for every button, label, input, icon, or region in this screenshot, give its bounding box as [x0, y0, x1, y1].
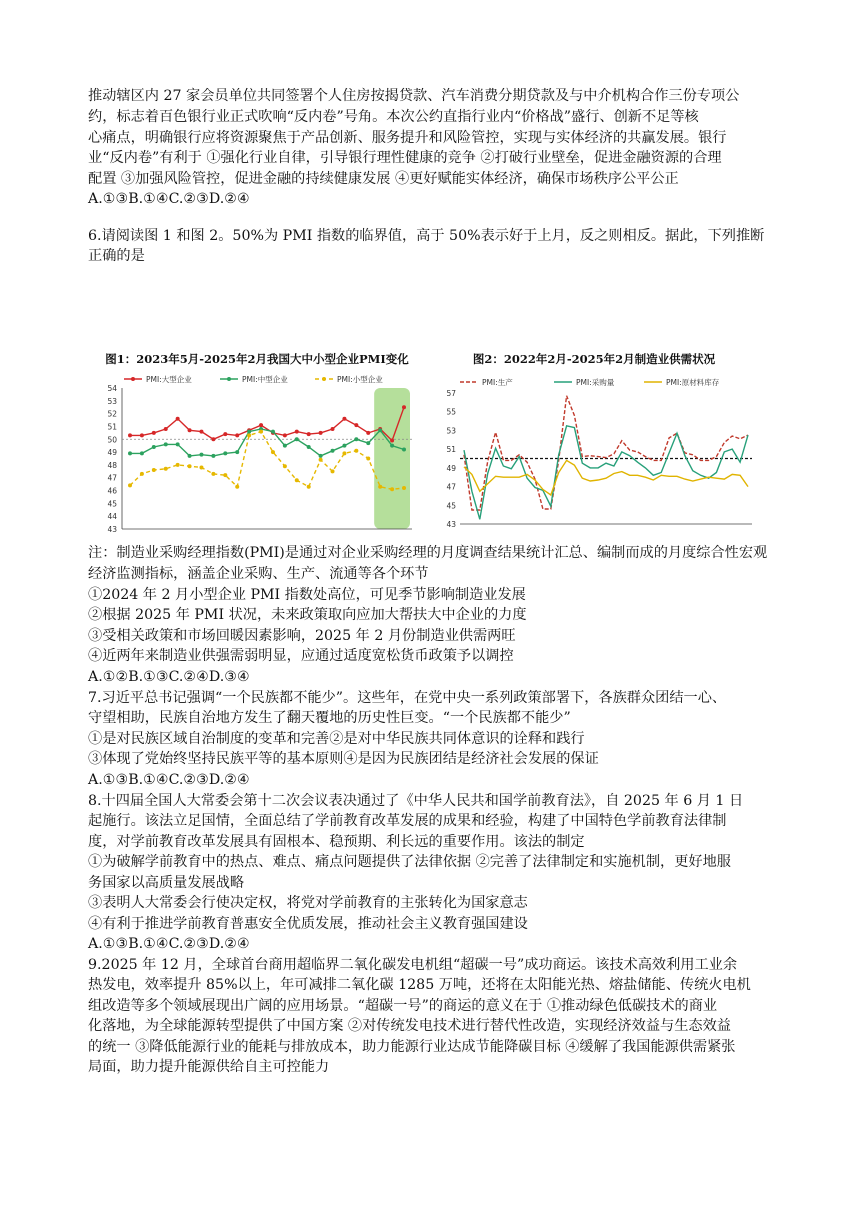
y-tick-label: 45: [446, 501, 456, 511]
data-point: [295, 437, 299, 441]
legend-label: PMI:采购量: [576, 378, 615, 387]
data-point: [331, 449, 335, 453]
data-point: [354, 449, 358, 453]
series-line-2: [464, 426, 748, 520]
data-point: [152, 431, 156, 435]
data-point: [247, 433, 251, 437]
data-point: [164, 442, 168, 446]
series-line-1: [130, 407, 404, 440]
q6-statement-2: ②根据 2025 年 PMI 状况，未来政策取向应加大帮扶大中企业的力度: [88, 607, 527, 623]
q5-line5: 配置 ③加强风险管控，促进金融的持续健康发展 ④更好赋能实体经济，确保市场秩序公平公正: [88, 171, 679, 187]
q9-line6: 局面，助力提升能源供给自主可控能力: [88, 1059, 330, 1075]
data-point: [307, 445, 311, 449]
q8-line1: 8.十四届全国人大常委会第十二次会议表决通过了《中华人民共和国学前教育法》，自 2025 年 6 月 1 日: [88, 793, 744, 809]
series-line-3: [464, 460, 748, 495]
q8-line4: ①为破解学前教育中的热点、难点、痛点问题提供了法律依据 ②完善了法律制定和实施机制，更好地服: [88, 854, 731, 870]
data-point: [164, 467, 168, 471]
data-point: [140, 451, 144, 455]
data-point: [188, 454, 192, 458]
data-point: [176, 442, 180, 446]
data-point: [188, 464, 192, 468]
data-point: [378, 428, 382, 432]
data-point: [354, 423, 358, 427]
data-point: [307, 432, 311, 436]
data-point: [199, 453, 203, 457]
data-point: [402, 405, 406, 409]
data-point: [342, 451, 346, 455]
data-point: [152, 468, 156, 472]
q5-line1: 推动辖区内 27 家会员单位共同签署个人住房按揭贷款、汽车消费分期贷款及与中介机构合作三份专项公: [88, 88, 740, 104]
data-point: [259, 430, 263, 434]
data-point: [283, 433, 287, 437]
data-point: [152, 445, 156, 449]
series-line-1: [464, 396, 748, 510]
series-line-3: [130, 432, 404, 490]
q7-line4: ③体现了党始终坚持民族平等的基本原则④是因为民族团结是经济社会发展的保证: [88, 751, 599, 767]
data-point: [211, 437, 215, 441]
q9-line5: 的统一 ③降低能源行业的能耗与排放成本，助力能源行业达成节能降碳目标 ④缓解了我国能源供需紧张: [88, 1039, 736, 1055]
y-tick-label: 47: [446, 482, 456, 492]
y-tick-label: 48: [107, 460, 117, 470]
y-tick-label: 52: [107, 409, 117, 419]
q6-statement-3: ③受相关政策和市场回暖因素影响，2025 年 2 月份制造业供需两旺: [88, 628, 516, 644]
legend-label: PMI:生产: [482, 378, 513, 387]
data-point: [176, 463, 180, 467]
q8-options: A.①③B.①④C.②③D.②④: [88, 936, 250, 952]
data-point: [283, 444, 287, 448]
q8-line6: ③表明人大常委会行使决定权，将党对学前教育的主张转化为国家意志: [88, 895, 528, 911]
q7-options: A.①③B.①④C.②③D.②④: [88, 772, 250, 788]
y-tick-label: 47: [107, 473, 117, 483]
data-point: [354, 437, 358, 441]
data-point: [271, 430, 275, 434]
data-point: [307, 485, 311, 489]
data-point: [235, 433, 239, 437]
data-point: [271, 450, 275, 454]
data-point: [390, 487, 394, 491]
q6-statement-4: ④近两年来制造业供强需弱明显，应通过适度宽松货币政策予以调控: [88, 648, 514, 664]
y-tick-label: 57: [446, 389, 456, 398]
data-point: [342, 417, 346, 421]
q9-line3: 组改造等多个领域展现出广阔的应用场景。“超碳一号”的商运的意义在于 ①推动绿色低碳技术的商业: [88, 998, 718, 1014]
q5-line3: 心痛点，明确银行应将资源聚焦于产品创新、服务提升和风险管控，实现与实体经济的共赢发展。银行: [88, 130, 727, 146]
q8-line2: 起施行。该法立足国情，全面总结了学前教育改革发展的成果和经验，构建了中国特色学前教育法律制: [88, 813, 727, 829]
data-point: [223, 451, 227, 455]
y-tick-label: 55: [446, 407, 456, 417]
data-point: [295, 430, 299, 434]
y-tick-label: 54: [107, 384, 117, 393]
data-point: [128, 433, 132, 437]
data-point: [402, 448, 406, 452]
data-point: [235, 485, 239, 489]
y-tick-label: 49: [446, 463, 456, 473]
legend-marker: [131, 377, 135, 381]
figure-1-title: 图1：2023年5月-2025年2月我国大中小型企业PMI变化: [105, 352, 409, 366]
y-tick-label: 49: [107, 448, 117, 458]
y-tick-label: 44: [107, 512, 117, 522]
q8-line3: 度，对学前教育改革发展具有固根本、稳预期、利长远的重要作用。该法的制定: [88, 834, 585, 850]
legend-label: PMI:小型企业: [337, 375, 383, 384]
data-point: [331, 427, 335, 431]
y-tick-label: 50: [107, 435, 117, 445]
highlight-band: [374, 388, 410, 529]
data-point: [319, 454, 323, 458]
legend-label: PMI:中型企业: [242, 375, 288, 384]
q7-line2: 守望相助，民族自治地方发生了翻天覆地的历史性巨变。“一个民族都不能少”: [88, 710, 571, 726]
legend-marker: [227, 377, 231, 381]
q7-line1: 7.习近平总书记强调“一个民族都不能少”。这些年，在党中央一系列政策部署下，各族群众团结一心、: [88, 690, 727, 706]
y-tick-label: 51: [107, 422, 117, 432]
q9-line1: 9.2025 年 12 月，全球首台商用超临界二氧化碳发电机组“超碳一号”成功商运。该技术高效利用工业余: [88, 957, 738, 973]
q7-line3: ①是对民族区域自治制度的变革和完善②是对中华民族共同体意识的诠释和践行: [88, 731, 585, 747]
figure-2-legend: [460, 377, 720, 387]
figure-1-chart: [82, 346, 422, 546]
y-tick-label: 53: [107, 396, 117, 406]
data-point: [235, 450, 239, 454]
data-point: [366, 431, 370, 435]
data-point: [342, 444, 346, 448]
data-point: [140, 433, 144, 437]
q8-line5: 务国家以高质量发展战略: [88, 875, 245, 891]
legend-label: PMI:大型企业: [146, 375, 192, 384]
legend-label: PMI:原材料库存: [666, 378, 720, 387]
q6-line2: 正确的是: [88, 248, 145, 264]
data-point: [390, 444, 394, 448]
data-point: [128, 483, 132, 487]
data-point: [164, 427, 168, 431]
data-point: [283, 464, 287, 468]
data-point: [259, 423, 263, 427]
data-point: [188, 428, 192, 432]
data-point: [319, 458, 323, 462]
q5-options: A.①③B.①④C.②③D.②④: [88, 191, 250, 207]
data-point: [247, 430, 251, 434]
data-point: [390, 439, 394, 443]
q6-options: A.①②B.①③C.②④D.③④: [88, 669, 250, 685]
y-tick-label: 53: [446, 426, 456, 436]
q5-line2: 约，标志着百色银行业正式吹响“反内卷”号角。本次公约直指行业内“价格战”盛行、创新不足等核: [88, 109, 699, 125]
legend-marker: [322, 377, 326, 381]
q6-statement-1: ①2024 年 2 月小型企业 PMI 指数处高位，可见季节影响制造业发展: [88, 587, 526, 603]
figure-1-legend: [124, 374, 383, 384]
q6-line1: 6.请阅读图 1 和图 2。50%为 PMI 指数的临界值，高于 50%表示好于上月，反之则相反。据此，下列推断: [88, 228, 765, 244]
q8-line7: ④有利于推进学前教育普惠安全优质发展，推动社会主义教育强国建设: [88, 916, 528, 932]
figure-2-title: 图2：2022年2月-2025年2月制造业供需状况: [472, 352, 716, 366]
data-point: [331, 469, 335, 473]
data-point: [176, 417, 180, 421]
y-tick-label: 51: [446, 445, 456, 455]
data-point: [319, 431, 323, 435]
y-tick-label: 43: [446, 520, 456, 529]
data-point: [223, 432, 227, 436]
q6-note-line1: 注：制造业采购经理指数(PMI)是通过对企业采购经理的月度调查结果统计汇总、编制而成的月度综合性宏观: [88, 545, 768, 561]
data-point: [140, 472, 144, 476]
data-point: [366, 457, 370, 461]
y-tick-label: 45: [107, 499, 117, 509]
data-point: [211, 454, 215, 458]
q9-line4: 化落地，为全球能源转型提供了中国方案 ②对传统发电技术进行替代性改造，实现经济效益与生态效益: [88, 1018, 731, 1034]
data-point: [402, 486, 406, 490]
data-point: [223, 473, 227, 477]
data-point: [211, 472, 215, 476]
data-point: [199, 430, 203, 434]
y-tick-label: 46: [107, 486, 117, 496]
y-tick-label: 43: [107, 525, 117, 534]
data-point: [366, 441, 370, 445]
data-point: [128, 451, 132, 455]
q6-note-line2: 经济监测指标，涵盖企业采购、生产、流通等各个环节: [88, 566, 429, 582]
data-point: [378, 485, 382, 489]
data-point: [295, 478, 299, 482]
data-point: [199, 465, 203, 469]
q9-line2: 热发电，效率提升 85%以上，年可减排二氧化碳 1285 万吨，还将在太阳能光热、熔盐储能、传统火电机: [88, 977, 751, 993]
q5-line4: 业“反内卷”有利于 ①强化行业自律，引导银行理性健康的竞争 ②打破行业壁垒，促进金融资源的合理: [88, 150, 722, 166]
